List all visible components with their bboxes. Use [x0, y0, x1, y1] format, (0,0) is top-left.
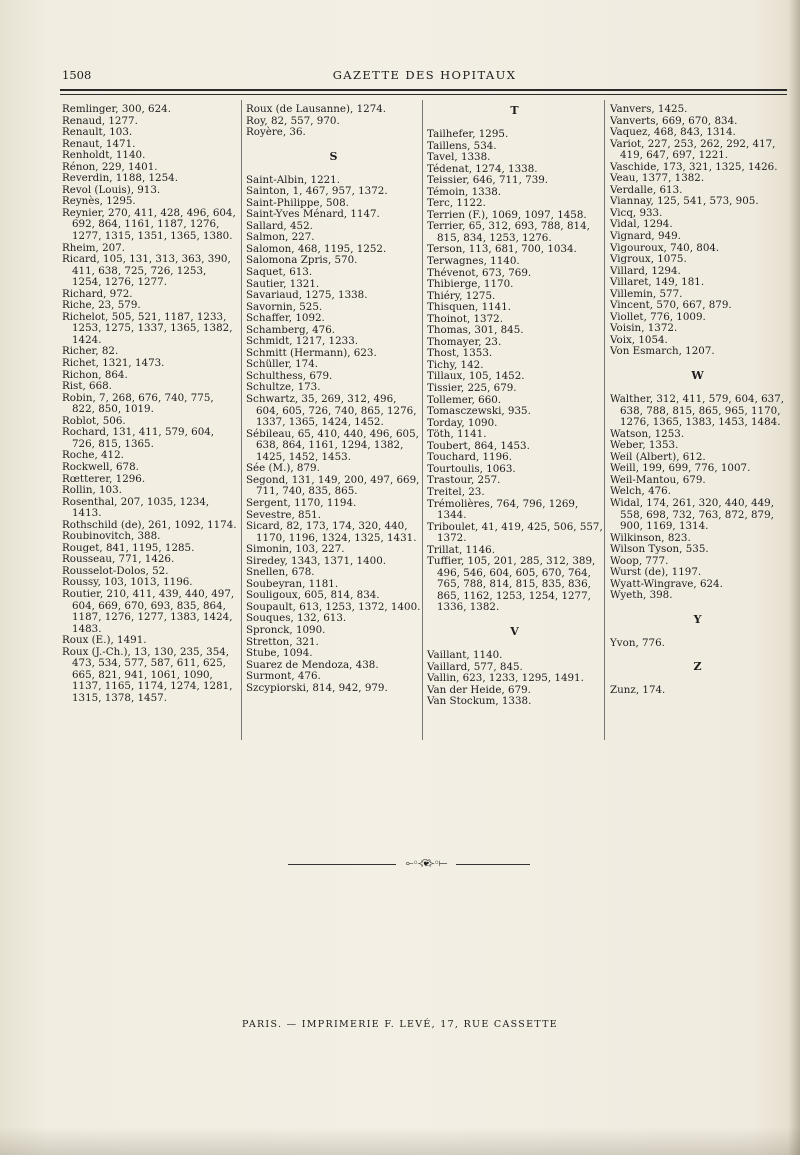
section-gap	[246, 164, 422, 175]
index-entry: Vincent, 570, 667, 879.	[610, 299, 732, 312]
page-number: 1508	[62, 68, 92, 82]
index-column-2	[246, 104, 422, 694]
index-entry: Remlinger, 300, 624.	[62, 103, 171, 115]
index-entry: Sicard, 82, 173, 174, 320, 440, 1170, 1196, 1324, 1325, 1431.	[246, 520, 417, 544]
index-entry: Wilson Tyson, 535.	[610, 543, 709, 556]
index-entry: Wyatt-Wingrave, 624.	[610, 577, 723, 590]
index-entry: Rouget, 841, 1195, 1285.	[62, 541, 195, 554]
index-entry: Villemin, 577.	[610, 287, 683, 300]
index-entry: Sée (M.), 879.	[246, 462, 320, 475]
index-entry: Tailhefer, 1295.	[427, 128, 509, 140]
index-entry: Treitel, 23.	[427, 485, 485, 498]
index-entry: Roussy, 103, 1013, 1196.	[62, 576, 193, 589]
index-entry: Schamberg, 476.	[246, 323, 336, 336]
index-entry: Schwartz, 35, 269, 312, 496, 604, 605, 726, 740, 865, 1276, 1337, 1365, 1424, 1452.	[246, 393, 417, 429]
index-entry: Riche, 23, 579.	[62, 299, 141, 312]
column-separator	[241, 100, 242, 740]
index-entry: Terc, 1122.	[427, 197, 486, 210]
index-entry: Vaillant, 1140.	[427, 648, 503, 661]
index-entry: Variot, 227, 253, 262, 292, 417, 419, 647, 697, 1221.	[610, 137, 776, 162]
index-entry: Robin, 7, 268, 676, 740, 775, 822, 850, 1019.	[62, 391, 214, 416]
index-entry: Schmitt (Hermann), 623.	[246, 346, 377, 359]
index-entry: Thibierge, 1170.	[427, 278, 514, 291]
index-entry: Renholdt, 1140.	[62, 149, 146, 162]
index-entry: Szcypiorski, 814, 942, 979.	[246, 681, 388, 694]
index-entry: Tichy, 142.	[427, 358, 484, 371]
index-entry: Thiéry, 1275.	[427, 289, 496, 302]
index-entry: Spronck, 1090.	[246, 623, 326, 636]
index-entry: Weber, 1353.	[610, 439, 679, 452]
index-entry: Van der Heide, 679.	[427, 683, 531, 696]
index-entry: Revol (Louis), 913.	[62, 183, 161, 196]
index-entry: Trillat, 1146.	[427, 543, 495, 556]
index-entry: Richard, 972.	[62, 287, 133, 300]
index-entry: Schaffer, 1092.	[246, 312, 325, 325]
index-entry: Vallin, 623, 1233, 1295, 1491.	[427, 672, 584, 685]
index-entry: Vanverts, 669, 670, 834.	[610, 114, 738, 127]
index-entry: Schultze, 173.	[246, 381, 321, 394]
index-entry: Schulthess, 679.	[246, 369, 333, 382]
index-entry: Ricard, 105, 131, 313, 363, 390, 411, 638, 725, 726, 1253, 1254, 1276, 1277.	[62, 253, 231, 289]
index-entry: Thomas, 301, 845.	[427, 324, 524, 337]
page-header	[62, 68, 787, 86]
index-entry: Toubert, 864, 1453.	[427, 439, 530, 452]
index-entry: Weil (Albert), 612.	[610, 450, 706, 463]
index-entry: Voisin, 1372.	[610, 322, 678, 335]
index-entry: Snellen, 678.	[246, 566, 315, 579]
index-entry: Stretton, 321.	[246, 635, 319, 648]
index-entry: Rochard, 131, 411, 579, 604, 726, 815, 1365.	[62, 426, 215, 450]
index-entry: Sébileau, 65, 410, 440, 496, 605, 638, 864, 1161, 1294, 1382, 1425, 1452, 1453.	[246, 427, 419, 463]
page-bottom-shadow	[0, 1127, 800, 1155]
section-letter: V	[510, 624, 520, 638]
index-entry: Roblot, 506.	[62, 414, 126, 427]
index-entry: Tédenat, 1274, 1338.	[427, 162, 538, 175]
index-entry: Tuffier, 105, 201, 285, 312, 389, 496, 546, 604, 605, 670, 764, 765, 788, 814, 815, 835, 836, 865, 1162, 1253, 1254, 1277, 1336, 1382.	[427, 555, 596, 614]
index-entry: Villaret, 149, 181.	[610, 276, 705, 289]
index-entry: Schmidt, 1217, 1233.	[246, 335, 359, 348]
index-entry: Yvon, 776.	[610, 636, 665, 649]
column-separator	[604, 100, 605, 740]
section-letter: S	[329, 149, 339, 163]
index-entry: Tillaux, 105, 1452.	[427, 370, 525, 383]
index-entry: Salomon, 468, 1195, 1252.	[246, 242, 387, 255]
index-entry: Viollet, 776, 1009.	[610, 310, 706, 323]
index-entry: Triboulet, 41, 419, 425, 506, 557, 1372.	[427, 520, 603, 545]
index-column-1	[62, 104, 238, 704]
index-entry: Tourtoulis, 1063.	[427, 462, 516, 475]
index-entry: Woop, 777.	[610, 554, 669, 567]
index-entry: Van Stockum, 1338.	[427, 695, 532, 708]
index-entry: Renault, 103.	[62, 126, 133, 139]
index-entry: Rosenthal, 207, 1035, 1234, 1413.	[62, 495, 210, 520]
index-entry: Stube, 1094.	[246, 647, 313, 660]
index-entry: Roux (E.), 1491.	[62, 634, 147, 647]
index-entry: Terson, 113, 681, 700, 1034.	[427, 243, 577, 256]
index-entry: Veau, 1377, 1382.	[610, 172, 705, 185]
index-entry: Rœtterer, 1296.	[62, 472, 146, 485]
index-entry: Savariaud, 1275, 1338.	[246, 289, 368, 302]
index-entry: Wurst (de), 1197.	[610, 566, 702, 579]
index-entry: Surmont, 476.	[246, 670, 321, 683]
index-entry: Vanvers, 1425.	[610, 103, 688, 115]
ornament-line-right	[456, 864, 530, 865]
index-entry: Souligoux, 605, 814, 834.	[246, 589, 380, 602]
index-entry: Thoinot, 1372.	[427, 312, 503, 325]
section-letter: T	[510, 104, 520, 117]
index-entry: Vaquez, 468, 843, 1314.	[610, 126, 736, 139]
index-entry: Thost, 1353.	[427, 347, 493, 360]
journal-title: GAZETTE DES HOPITAUX	[332, 68, 517, 82]
page-edge-shadow	[788, 0, 800, 1155]
section-gap	[246, 139, 422, 150]
index-entry: Viannay, 125, 541, 573, 905.	[610, 195, 759, 208]
index-entry: Roubinovitch, 388.	[62, 530, 161, 543]
index-entry: Touchard, 1196.	[427, 451, 512, 464]
section-gap	[610, 602, 786, 613]
index-entry: Thomayer, 23.	[427, 335, 502, 348]
index-entry: Wyeth, 398.	[610, 589, 673, 602]
section-letter: Z	[693, 660, 703, 674]
section-gap	[427, 614, 603, 625]
index-entry: Savornin, 525.	[246, 300, 323, 313]
index-entry: Watson, 1253.	[610, 427, 685, 440]
index-entry: Siredey, 1343, 1371, 1400.	[246, 554, 387, 567]
index-entry: Rénon, 229, 1401.	[62, 160, 158, 173]
index-entry: Richon, 864.	[62, 368, 128, 381]
index-entry: Segond, 131, 149, 200, 497, 669, 711, 740, 835, 865.	[246, 473, 420, 498]
ornament-line-left	[288, 864, 396, 865]
index-entry: Simonin, 103, 227.	[246, 543, 345, 556]
index-entry: Saquet, 613.	[246, 266, 313, 279]
header-rule-thin	[60, 94, 787, 95]
index-entry: Sergent, 1170, 1194.	[246, 496, 357, 509]
index-entry: Rollin, 103.	[62, 484, 122, 497]
index-entry: Terwagnes, 1140.	[427, 255, 520, 268]
index-entry: Reverdin, 1188, 1254.	[62, 172, 178, 185]
index-entry: Renaud, 1277.	[62, 114, 138, 127]
index-entry: Schüller, 174.	[246, 358, 319, 371]
index-entry: Roux (de Lausanne), 1274.	[246, 103, 387, 115]
index-entry: Renaut, 1471.	[62, 137, 136, 150]
index-entry: Thévenot, 673, 769.	[427, 266, 532, 279]
ornament-flourish: ⟜◦⊰❦⊱◦⟝	[405, 858, 447, 869]
index-entry: Taillens, 534.	[427, 139, 497, 152]
index-entry: Rousseau, 771, 1426.	[62, 553, 175, 566]
index-entry: Trastour, 257.	[427, 474, 501, 487]
index-entry: Richelot, 505, 521, 1187, 1233, 1253, 1275, 1337, 1365, 1382, 1424.	[62, 310, 233, 346]
index-entry: Weill, 199, 699, 776, 1007.	[610, 462, 751, 475]
index-entry: Töth, 1141.	[427, 428, 487, 441]
index-entry: Terrier, 65, 312, 693, 788, 814, 815, 834, 1253, 1276.	[427, 220, 590, 244]
index-entry: Richet, 1321, 1473.	[62, 357, 165, 370]
printer-imprint: PARIS. — IMPRIMERIE F. LEVÉ, 17, RUE CASSETTE	[242, 1019, 558, 1030]
index-entry: Vicq, 933.	[610, 206, 663, 219]
index-entry: Saint-Yves Ménard, 1147.	[246, 208, 380, 221]
index-entry: Villard, 1294.	[610, 264, 681, 277]
index-entry: Tomasczewski, 935.	[427, 405, 531, 418]
index-entry: Suarez de Mendoza, 438.	[246, 658, 379, 671]
index-entry: Rockwell, 678.	[62, 460, 139, 473]
index-entry: Sevestre, 851.	[246, 508, 321, 521]
index-entry: Routier, 210, 411, 439, 440, 497, 604, 669, 670, 693, 835, 864, 1187, 1276, 1277, 1383, 1424, 1483.	[62, 587, 235, 635]
index-entry: Témoin, 1338.	[427, 185, 502, 198]
column-separator	[422, 100, 423, 740]
index-entry: Vaillard, 577, 845.	[427, 660, 523, 673]
section-letter: Y	[693, 612, 703, 626]
index-entry: Terrien (F.), 1069, 1097, 1458.	[427, 208, 587, 221]
index-entry: Sainton, 1, 467, 957, 1372.	[246, 185, 388, 198]
index-entry: Tollemer, 660.	[427, 393, 502, 406]
header-rule-thick	[60, 89, 787, 91]
index-column-3	[427, 104, 603, 708]
index-entry: Tissier, 225, 679.	[427, 382, 517, 395]
index-entry: Soupault, 613, 1253, 1372, 1400.	[246, 600, 421, 613]
section-gap	[610, 649, 786, 660]
index-entry: Soubeyran, 1181.	[246, 577, 339, 590]
index-column-4	[610, 104, 786, 697]
index-entry: Reynier, 270, 411, 428, 496, 604, 692, 864, 1161, 1187, 1276, 1277, 1315, 1351, 1365, 1380.	[62, 206, 236, 243]
index-entry: Wilkinson, 823.	[610, 531, 691, 544]
index-entry: Vaschide, 173, 321, 1325, 1426.	[610, 160, 778, 173]
index-entry: Verdalle, 613.	[610, 183, 683, 196]
index-entry: Saint-Philippe, 508.	[246, 196, 349, 209]
index-entry: Royère, 36.	[246, 126, 306, 139]
index-entry: Souques, 132, 613.	[246, 612, 347, 625]
index-entry: Vigroux, 1075.	[610, 253, 687, 266]
index-entry: Tavel, 1338.	[427, 151, 491, 164]
index-entry: Von Esmarch, 1207.	[610, 345, 715, 358]
index-entry: Salomona Zpris, 570.	[246, 254, 358, 267]
index-entry: Vignard, 949.	[610, 230, 681, 243]
index-entry: Rousselot-Dolos, 52.	[62, 564, 169, 577]
index-entry: Teissier, 646, 711, 739.	[427, 174, 549, 187]
end-ornament	[0, 858, 800, 872]
section-letter: W	[691, 369, 705, 383]
index-entry: Rothschild (de), 261, 1092, 1174.	[62, 518, 237, 531]
index-entry: Sautier, 1321.	[246, 277, 320, 290]
section-gap	[610, 358, 786, 369]
index-entry: Voix, 1054.	[610, 333, 668, 346]
index-entry: Thisquen, 1141.	[427, 301, 512, 314]
index-entry: Trémolières, 764, 796, 1269, 1344.	[427, 497, 579, 522]
index-entry: Vigouroux, 740, 804.	[610, 241, 720, 254]
index-entry: Weil-Mantou, 679.	[610, 473, 706, 486]
index-entry: Richer, 82.	[62, 345, 119, 358]
index-entry: Torday, 1090.	[427, 416, 498, 429]
index-entry: Welch, 476.	[610, 485, 672, 498]
index-entry: Walther, 312, 411, 579, 604, 637, 638, 788, 815, 865, 965, 1170, 1276, 1365, 1383, 1453, 1484.	[610, 393, 785, 429]
index-entry: Roche, 412.	[62, 449, 124, 462]
index-entry: Salmon, 227.	[246, 231, 315, 244]
index-entry: Reynès, 1295.	[62, 195, 136, 208]
index-entry: Roux (J.-Ch.), 13, 130, 235, 354, 473, 534, 577, 587, 611, 625, 665, 821, 941, 1061, 1090, 1137, 1165, 1174, 1274, 1281, 1315, 1378, 1457.	[62, 645, 233, 704]
index-entry: Roy, 82, 557, 970.	[246, 114, 340, 127]
index-entry: Rist, 668.	[62, 380, 112, 393]
index-entry: Sallard, 452.	[246, 219, 313, 232]
index-entry: Widal, 174, 261, 320, 440, 449, 558, 698, 732, 763, 872, 879, 900, 1169, 1314.	[610, 496, 774, 533]
index-entry: Vidal, 1294.	[610, 218, 673, 231]
index-entry: Zunz, 174.	[610, 684, 666, 697]
index-entry: Saint-Albin, 1221.	[246, 173, 341, 186]
index-entry: Rheim, 207.	[62, 241, 126, 254]
